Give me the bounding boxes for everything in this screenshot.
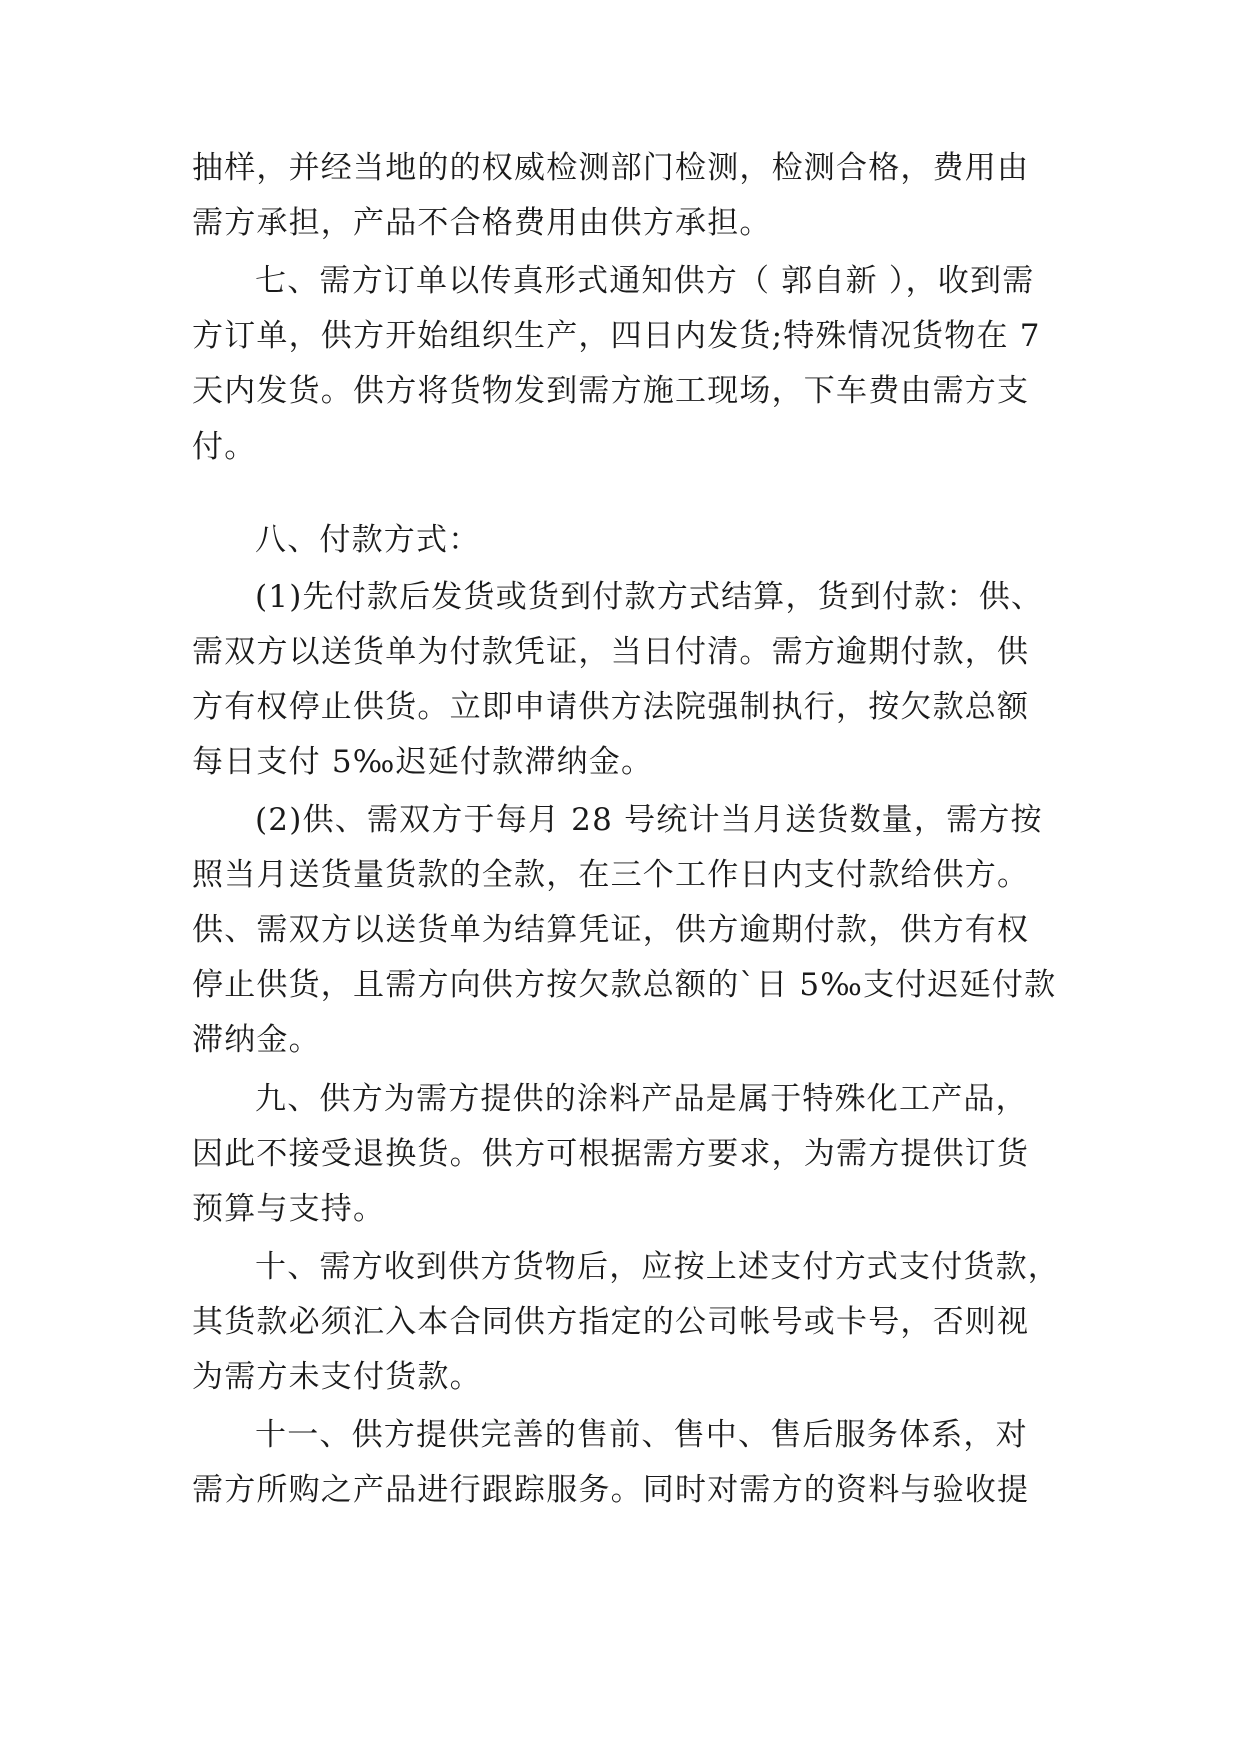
text-line: 照当月送货量货款的全款，在三个工作日内支付款给供方。	[192, 857, 1030, 893]
text-line: 需方所购之产品进行跟踪服务。同时对需方的资料与验收提	[192, 1472, 1030, 1508]
clause-8-item-1-line: (1)先付款后发货或货到付款方式结算，货到付款：供、	[255, 579, 1044, 615]
text-line: 方订单，供方开始组织生产，四日内发货;特殊情况货物在 7	[192, 318, 1041, 354]
text-line: 其货款必须汇入本合同供方指定的公司帐号或卡号，否则视	[192, 1304, 1030, 1340]
clause-7-line: 七、需方订单以传真形式通知供方（ 郭自新 ），收到需	[255, 263, 1035, 299]
clause-11-line: 十一、供方提供完善的售前、售中、售后服务体系，对	[255, 1417, 1028, 1453]
text-line: 因此不接受退换货。供方可根据需方要求，为需方提供订货	[192, 1136, 1030, 1172]
clause-8-item-2-line: (2)供、需双方于每月 28 号统计当月送货数量，需方按	[255, 802, 1043, 838]
text-line: 为需方未支付货款。	[192, 1359, 482, 1395]
text-line: 每日支付 5‰迟延付款滞纳金。	[192, 744, 654, 780]
text-line: 天内发货。供方将货物发到需方施工现场，下车费由需方支	[192, 373, 1030, 409]
text-line: 方有权停止供货。立即申请供方法院强制执行，按欠款总额	[192, 689, 1030, 725]
text-line: 需方承担，产品不合格费用由供方承担。	[192, 205, 772, 241]
text-line: 停止供货，且需方向供方按欠款总额的`日 5‰支付迟延付款	[192, 967, 1057, 1003]
clause-10-line: 十、需方收到供方货物后，应按上述支付方式支付货款，	[255, 1249, 1060, 1285]
clause-9-line: 九、供方为需方提供的涂料产品是属于特殊化工产品，	[255, 1081, 1028, 1117]
clause-8-heading: 八、付款方式：	[255, 522, 481, 558]
text-line: 供、需双方以送货单为结算凭证，供方逾期付款，供方有权	[192, 912, 1030, 948]
text-line: 滞纳金。	[192, 1022, 321, 1058]
text-line: 需双方以送货单为付款凭证，当日付清。需方逾期付款，供	[192, 634, 1030, 670]
text-line: 预算与支持。	[192, 1191, 386, 1227]
text-line: 抽样，并经当地的的权威检测部门检测，检测合格，费用由	[192, 150, 1030, 186]
text-line: 付。	[192, 429, 257, 465]
